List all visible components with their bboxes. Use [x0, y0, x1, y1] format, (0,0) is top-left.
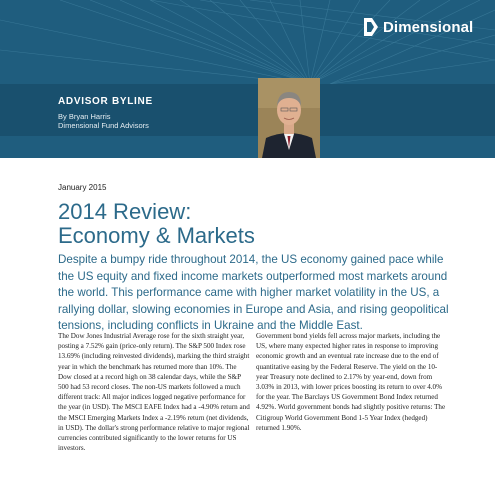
title-line-1: 2014 Review:	[58, 199, 192, 224]
publication-date: January 2015	[58, 183, 107, 192]
author-org: Dimensional Fund Advisors	[58, 121, 149, 130]
lead-paragraph: Despite a bumpy ride throughout 2014, the US economy gained pace while the US equity and fixed income markets outperformed most markets around the world. This performance came with higher market volatility in the US, a rallying dollar, slowing economies in Europe and Asia, and rising geopolitical tensions, including conflicts in Ukraine and the Middle East.	[58, 253, 449, 332]
author-photo	[258, 78, 320, 158]
body-column-1: The Dow Jones Industrial Average rose for the sixth straight year, posting a 7.52% gain (price-only return). The S&P 500 Index rose 13.69% (including reinvested dividends), marking the third straight year in which the benchmark has returned more than 10%. The Dow closed at a record high on 38 calendar days, while the S&P 500 had 53 record closes. The non-US markets followed a much different track: All major indices logged negative performance for the year (in USD). The MSCI EAFE Index had a -4.90% return and the MSCI Emerging Markets Index a -2.19% return (net dividends, in USD). The dollar's strong performance relative to major regional currencies contributed significantly to the lower returns for US investors.	[58, 332, 250, 453]
author-portrait-icon	[258, 78, 320, 158]
author-name: By Bryan Harris	[58, 112, 111, 121]
body-column-2: Government bond yields fell across major markets, including the US, where many expected higher rates in response to improving economic growth and an eventual rate increase due to the end of quantitative easing by the Federal Reserve. The yield on the 10-year Treasury note declined to 2.17% by year-end, down from 3.03% in 2013, with lower prices boosting its return to over 4.0% for the year. The Barclays US Government Bond Index returned 4.92%. World government bonds had slightly positive returns: The Citigroup World Government Bond 1-5 Year Index (hedged) returned 1.90%.	[256, 332, 446, 432]
byline-author	[58, 112, 149, 130]
title-line-2: Economy & Markets	[58, 223, 255, 248]
logo-text: Dimensional	[383, 18, 474, 36]
page-title	[58, 200, 255, 248]
byline-title: ADVISOR BYLINE	[58, 96, 153, 107]
dimensional-logo	[364, 18, 473, 36]
dimensional-logo-icon	[364, 18, 378, 36]
